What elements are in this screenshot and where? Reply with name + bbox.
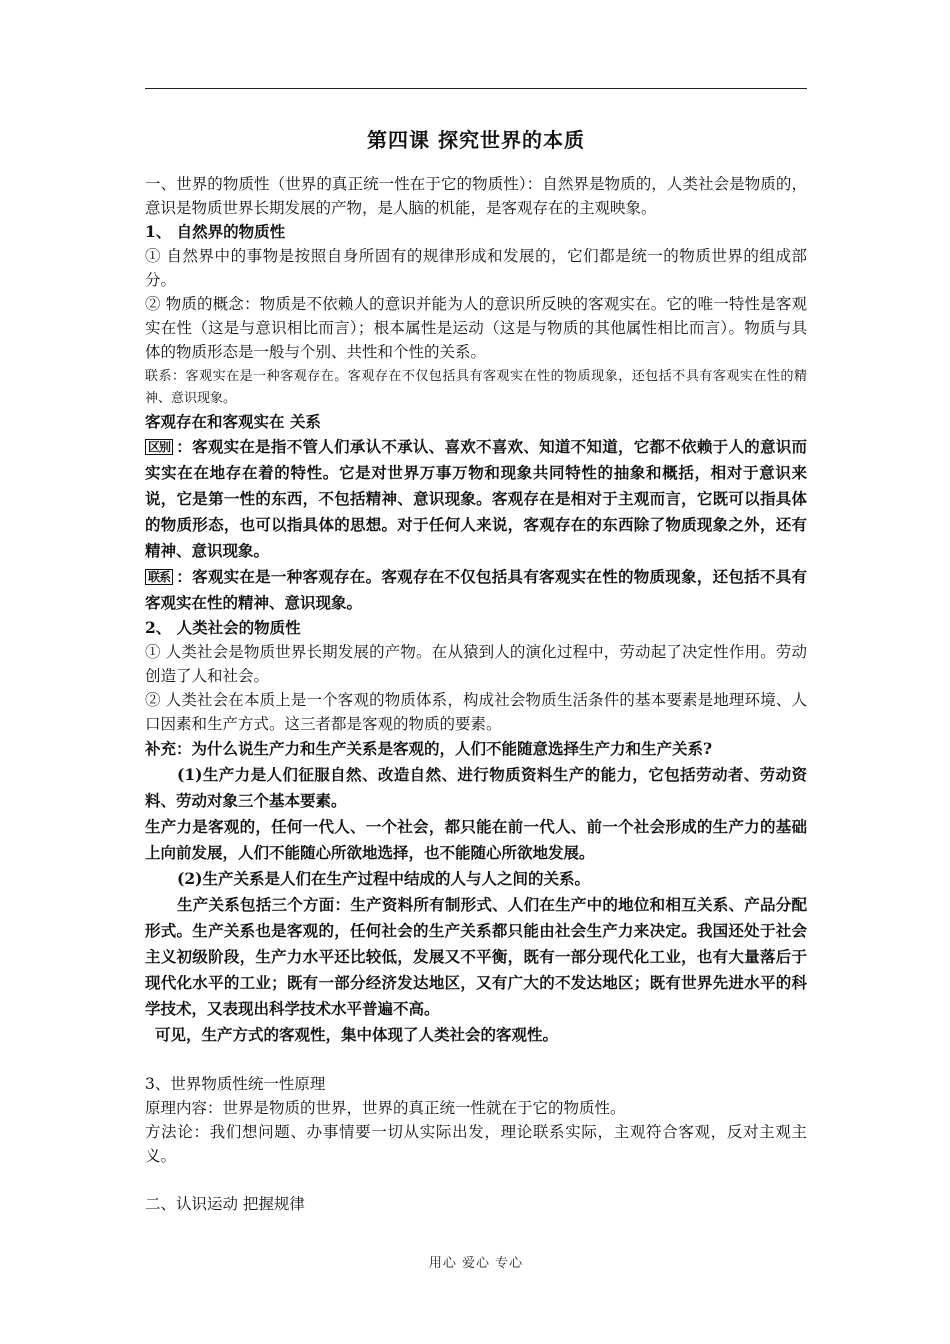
difference-paragraph [145, 434, 807, 564]
supplement-point-2: (2)生产关系是人们在生产过程中结成的人与人之间的关系。 [177, 869, 590, 888]
difference-text: ：客观实在是指不管人们承认不承认、喜欢不喜欢、知道不知道，它都不依赖于人的意识而实实在在地存在着的特性。它是对世界万事万物和现象共同特性的抽象和概括，相对于意识来说，它是第一性的东西，不包括精神、意识现象。客观存在是相对于主观而言，它既可以指具体的物质形态，也可以指具体的思想。对于任何人来说，客观存在的东西除了物质现象之外，还有精神、意识现象。 [145, 437, 807, 560]
relation-note: 联系：客观实在是一种客观存在。客观存在不仅包括具有客观实在性的物质现象，还包括不具有客观实在性的精神、意识现象。 [145, 369, 807, 406]
page-footer: 用心 爱心 专心 [428, 1256, 524, 1271]
difference-tag: 区别 [145, 439, 173, 455]
subsection-1-heading: 1、 自然界的物质性 [145, 222, 286, 241]
connection-text: ：客观实在是一种客观存在。客观存在不仅包括具有客观实在性的物质现象，还包括不具有客观实在性的精神、意识现象。 [145, 567, 807, 612]
section-2-heading: 二、认识运动 把握规律 [145, 1195, 305, 1213]
methodology: 方法论：我们想问题、办事情要一切从实际出发，理论联系实际，主观符合客观，反对主观主义。 [145, 1123, 807, 1165]
nature-paragraph-2: ② 物质的概念：物质是不依赖人的意识并能为人的意识所反映的客观实在。它的唯一特性是客观实在性（这是与意识相比而言）；根本属性是运动（这是与物质的其他属性相比而言）。物质与具体的物质形态是一般与个别、共性和个性的关系。 [145, 295, 807, 361]
principle-content: 原理内容：世界是物质的世界，世界的真正统一性就在于它的物质性。 [145, 1099, 626, 1117]
society-paragraph-1: ① 人类社会是物质世界长期发展的产物。在从猿到人的演化过程中，劳动起了决定性作用。劳动创造了人和社会。 [145, 643, 807, 685]
society-paragraph-2: ② 人类社会在本质上是一个客观的物质体系，构成社会物质生活条件的基本要素是地理环境、人口因素和生产方式。这三者都是客观的物质的要素。 [145, 691, 807, 733]
section-1-heading: 一、世界的物质性（世界的真正统一性在于它的物质性）：自然界是物质的，人类社会是物质的，意识是物质世界长期发展的产物，是人脑的机能，是客观存在的主观映象。 [145, 175, 807, 217]
connection-tag: 联系 [145, 569, 173, 585]
connection-paragraph [145, 564, 807, 616]
supplement-point-2-detail: 生产关系包括三个方面：生产资料所有制形式、人们在生产中的地位和相互关系、产品分配形式。生产关系也是客观的，任何社会的生产关系都只能由社会生产力来决定。我国还处于社会主义初级阶段，生产力水平还比较低，发展又不平衡，既有一部分现代化工业，也有大量落后于现代化水平的工业；既有一部分经济发达地区，又有广大的不发达地区；既有世界先进水平的科学技术，又表现出科学技术水平普遍不高。 [145, 895, 807, 1018]
subsection-2-heading: 2、 人类社会的物质性 [145, 618, 301, 637]
spacer [145, 1048, 807, 1072]
supplement-point-1-detail: 生产力是客观的，任何一代人、一个社会，都只能在前一代人、前一个社会形成的生产力的基础上向前发展，人们不能随心所欲地选择，也不能随心所欲地发展。 [145, 817, 807, 862]
spacer [145, 1168, 807, 1192]
relation-heading: 客观存在和客观实在 关系 [145, 412, 321, 431]
page-title: 第四课 探究世界的本质 [367, 128, 585, 152]
document-body [145, 172, 807, 1216]
subsection-3-heading: 3、世界物质性统一性原理 [145, 1075, 326, 1093]
supplement-point-1: (1)生产力是人们征服自然、改造自然、进行物质资料生产的能力，它包括劳动者、劳动资料、劳动对象三个基本要素。 [145, 765, 807, 810]
supplement-conclusion: 可见，生产方式的客观性，集中体现了人类社会的客观性。 [155, 1025, 559, 1044]
header-rule [145, 88, 807, 89]
supplement-question: 补充：为什么说生产力和生产关系是客观的，人们不能随意选择生产力和生产关系? [145, 739, 713, 758]
nature-paragraph-1: ① 自然界中的事物是按照自身所固有的规律形成和发展的，它们都是统一的物质世界的组成部分。 [145, 247, 807, 289]
